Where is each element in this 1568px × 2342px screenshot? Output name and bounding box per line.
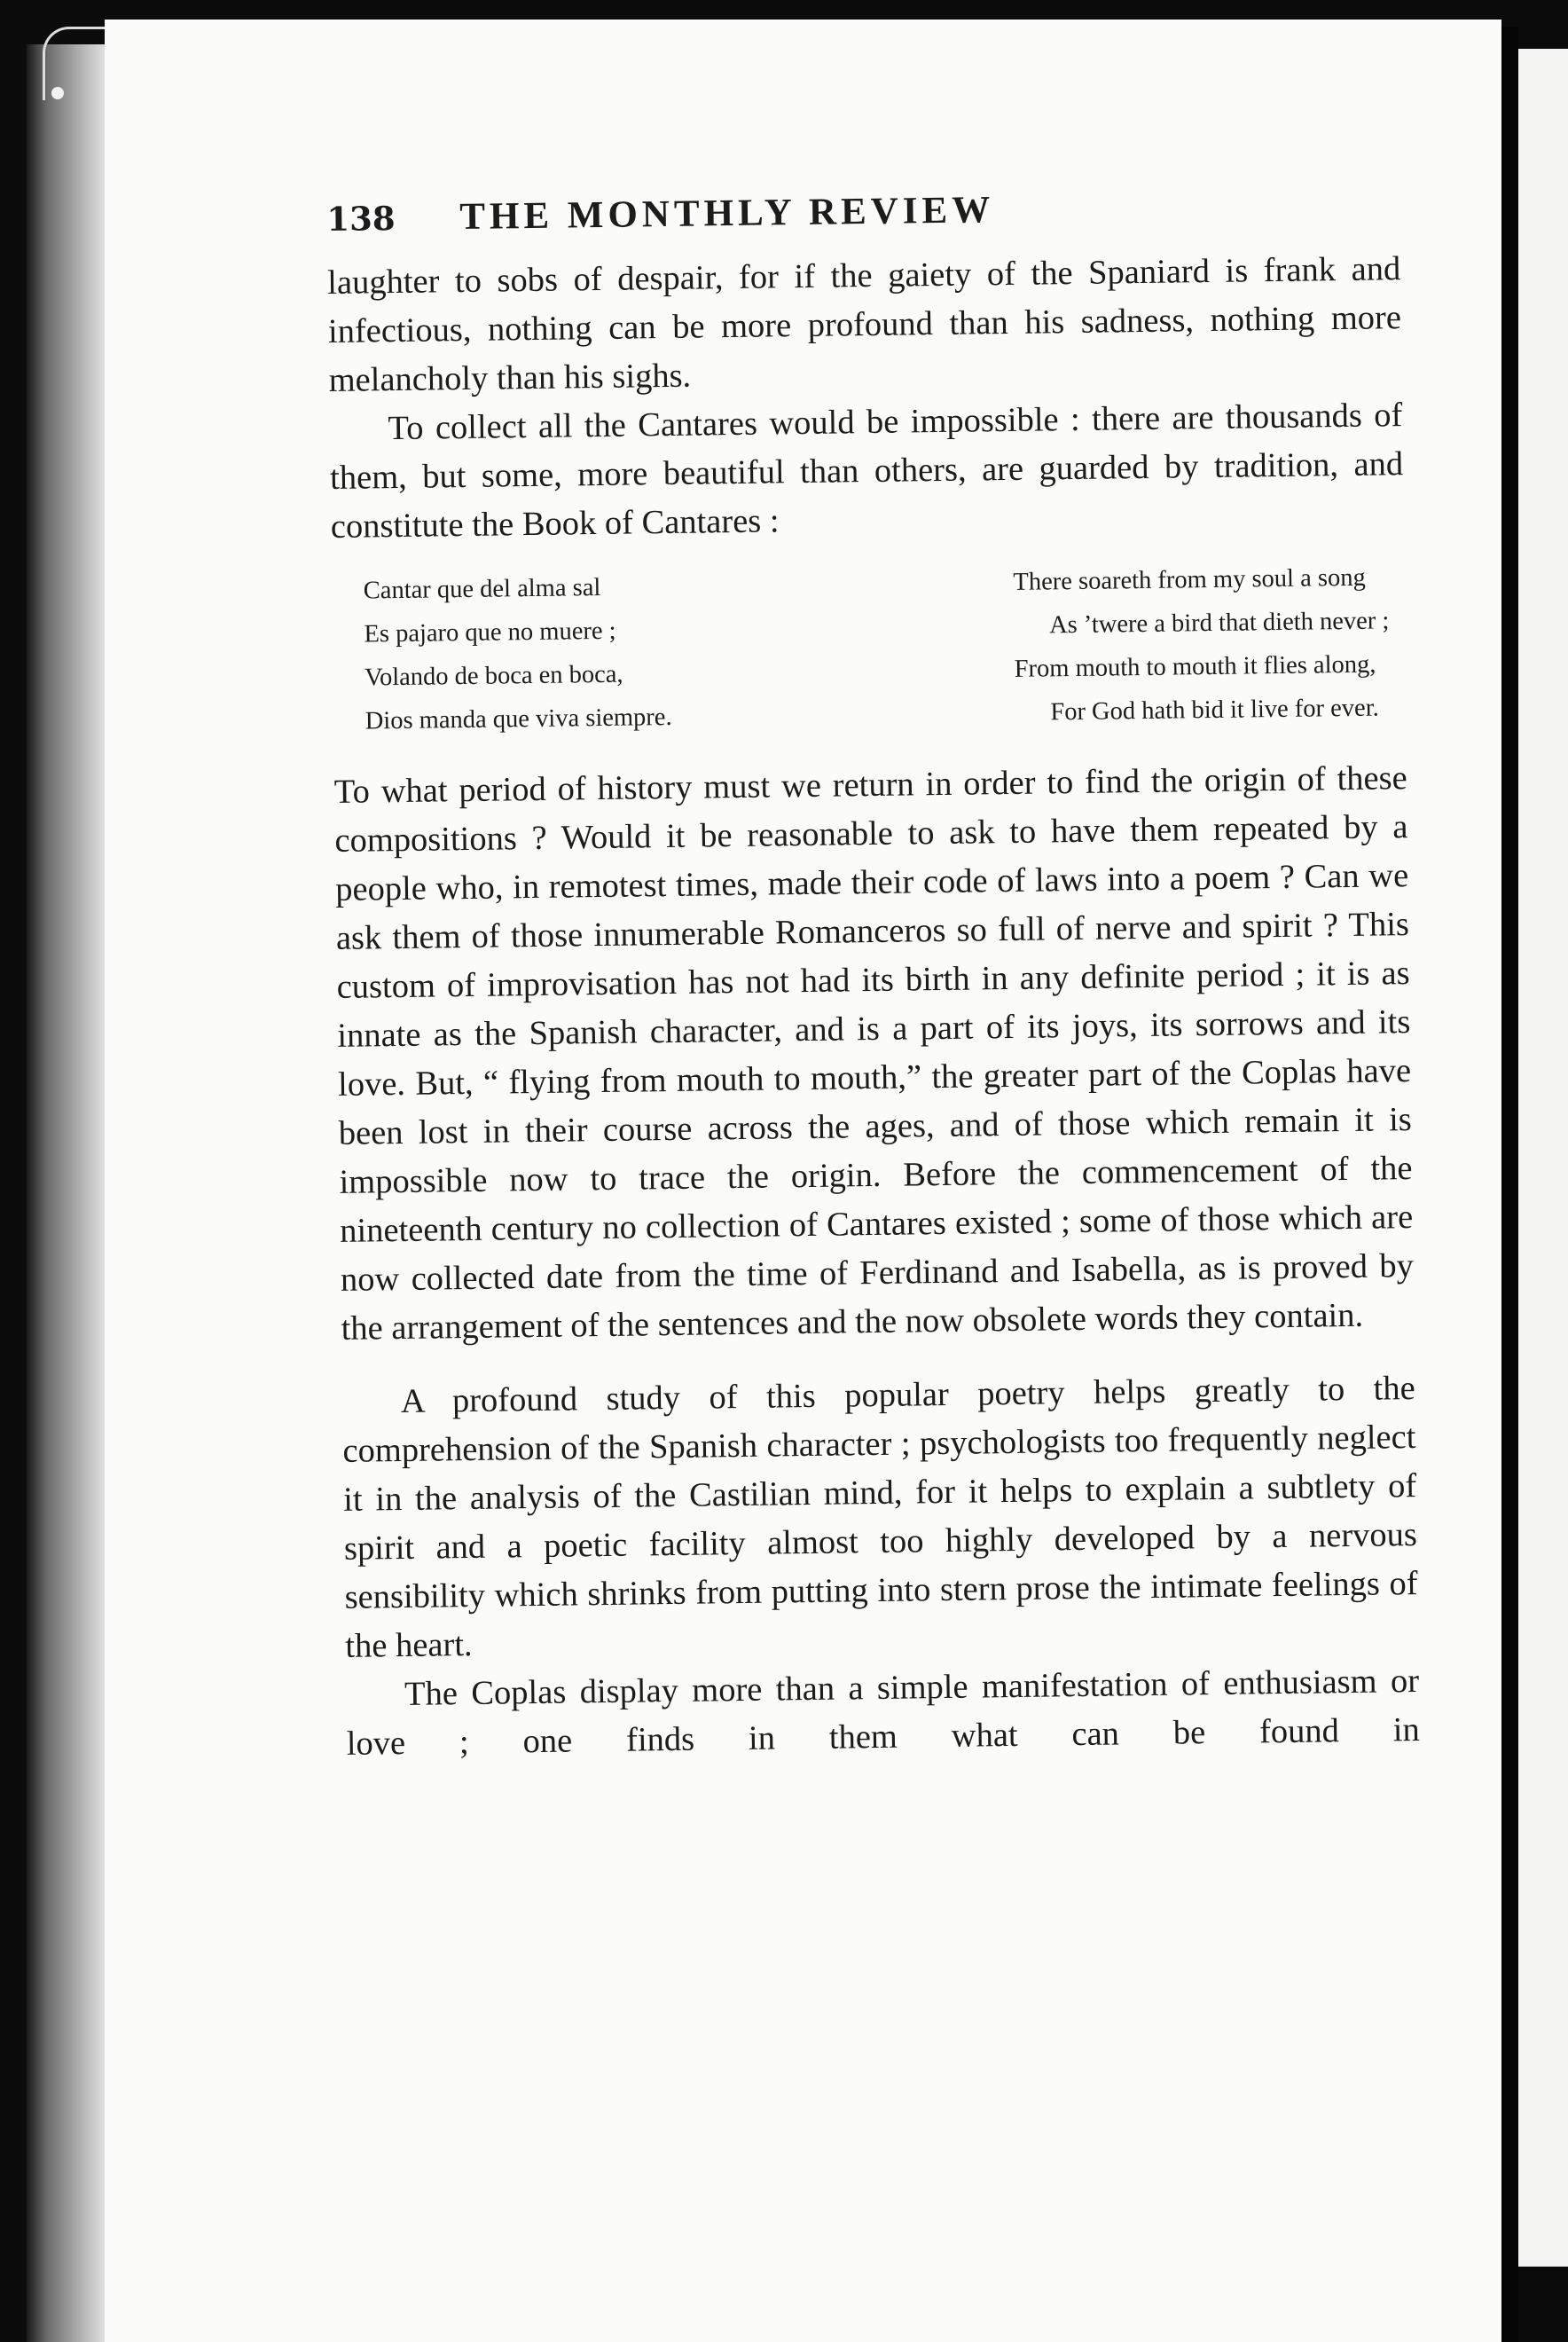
paragraph-1: laughter to sobs of despair, for if the gaiety of the Spaniard is frank and infectious, nothing can be more profound than his sadness, nothing more melancholy than his sighs. [326,250,1402,399]
verse-line: Cantar que del alma sal [363,573,601,605]
verse-block [331,555,1406,743]
book-page-edges [27,44,106,2342]
page-number: 138 [326,198,396,239]
paragraph-5: The Coplas display more than a simple manifestation of enthusiasm or love ; one finds in them what can be found in [346,1662,1420,1763]
page-gutter-shadow [1501,27,1518,2342]
journal-title: THE MONTHLY REVIEW [459,189,995,239]
paragraph-3: To what period of history must we return in order to find the origin of these compositions ? Would it be reasonable to ask to have them repeated by a people who, in remotest times, made their code of laws into a poem ? Can we ask them of those innumerable Romanceros so full of nerve and spirit ? This custom of improvisation has not had its birth in any definite period ; it is as innate as the Spanish character, and is a part of its joys, its sorrows and its love. But, “ flying from mouth to mouth,” the greater part of the Coplas have been lost in their course across the ages, and of those which remain it is impossible now to trace the origin. Before the commencement of the nineteenth century no collection of Cantares existed ; some of those which are now collected date from the time of Ferdinand and Isabella, as is proved by the arrangement of the sentences and the now obsolete words they contain. [333,759,1415,1348]
paragraph-2: To collect all the Cantares would be impossible : there are thousands of them, but some, more beautiful than others, are guarded by tradition, and constitute the Book of Cantares : [329,397,1404,546]
verse-english [1013,555,1391,735]
clip-tip [51,87,64,99]
verse-line: From mouth to mouth it flies along, [1014,650,1376,683]
verse-line: Dios manda que viva siempre. [365,703,672,735]
verse-line: There soareth from my soul a song [1013,563,1366,596]
verse-line: For God hath bid it live for ever. [1050,694,1379,727]
verse-line: As ’twere a bird that dieth never ; [1048,607,1390,640]
page-content [326,183,1420,1769]
verse-line: Es pajaro que no muere ; [364,617,616,648]
verse-spanish [363,565,671,743]
paragraph-4: A profound study of this popular poetry helps greatly to the comprehension of the Spanish character ; psychologists too frequently neglect it in the analysis of the Castilian mind, for it helps to explain a subtlety of spirit and a poetic facility almost too highly developed by a nervous sensibility which shrinks from putting into stern prose the intimate feelings of the heart. [342,1370,1418,1665]
facing-page-edge [1518,49,1568,2267]
verse-line: Volando de boca en boca, [364,660,623,692]
